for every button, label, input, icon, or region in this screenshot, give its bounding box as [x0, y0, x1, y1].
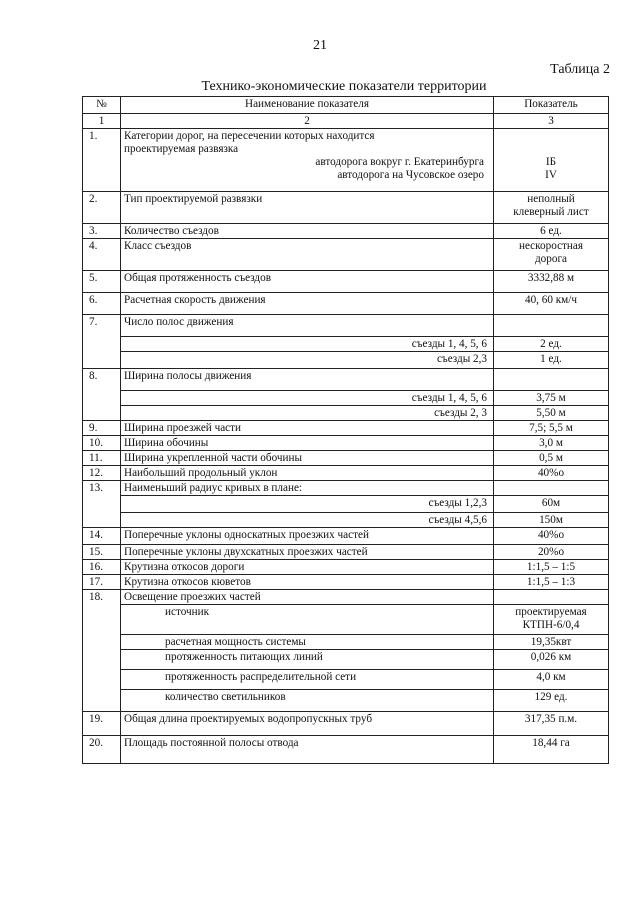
row-number: 2. [83, 192, 121, 224]
table-subrow [83, 635, 609, 650]
table-row [83, 239, 609, 271]
row-sub-value: 129 ед. [494, 690, 609, 712]
table-row [83, 315, 609, 337]
header-value: Показатель [494, 97, 609, 114]
table-row [83, 224, 609, 239]
table-row [83, 451, 609, 466]
row-name: Поперечные уклоны односкатных проезжих частей [121, 528, 494, 545]
page-number: 21 [313, 38, 327, 53]
row-sub-label: протяженность питающих линий [121, 650, 494, 670]
table-label: Таблица 2 [550, 62, 610, 77]
row-name: Площадь постоянной полосы отвода [121, 736, 494, 764]
header-name: Наименование показателя [121, 97, 494, 114]
row-sub-label: расчетная мощность системы [121, 635, 494, 650]
row-number: 10. [83, 436, 121, 451]
row-number: 4. [83, 239, 121, 271]
row-name: Наибольший продольный уклон [121, 466, 494, 481]
row-sub-label: съезды 2,3 [121, 352, 494, 369]
row-value: 1:1,5 – 1:3 [494, 575, 609, 590]
table-row [83, 590, 609, 605]
row-value: 0,5 м [494, 451, 609, 466]
row-name-line: проектируемая развязка [124, 143, 239, 155]
row-name: Расчетная скорость движения [121, 293, 494, 315]
row-number: 5. [83, 271, 121, 293]
row-sub-value: 2 ед. [494, 337, 609, 352]
table-row [83, 712, 609, 736]
row-number: 20. [83, 736, 121, 764]
row-sub-label: источник [121, 605, 494, 635]
row-sub-value: 60м [494, 496, 609, 513]
table-row [83, 129, 609, 192]
row-number: 8. [83, 369, 121, 421]
indicators-table [82, 96, 609, 764]
table-subrow [83, 337, 609, 352]
row-number: 1. [83, 129, 121, 192]
row-value [494, 481, 609, 496]
table-row [83, 421, 609, 436]
row-name: Освещение проезжих частей [121, 590, 494, 605]
row-sub-label: протяженность распределительной сети [121, 670, 494, 690]
row-sub-label: количество светильников [121, 690, 494, 712]
table-row [83, 293, 609, 315]
row-value: 18,44 га [494, 736, 609, 764]
row-sub-label: съезды 1, 4, 5, 6 [121, 337, 494, 352]
row-number: 6. [83, 293, 121, 315]
row-name: Крутизна откосов дороги [121, 560, 494, 575]
row-number: 16. [83, 560, 121, 575]
row-name-line: Категории дорог, на пересечении которых находится [124, 130, 375, 142]
row-number: 14. [83, 528, 121, 545]
table-subrow [83, 650, 609, 670]
table-row [83, 545, 609, 560]
table-row [83, 575, 609, 590]
row-value-line: дорога [534, 253, 568, 265]
row-sub-label: съезды 1,2,3 [121, 496, 494, 513]
table-title: Технико-экономические показатели территории [201, 79, 487, 94]
row-number: 17. [83, 575, 121, 590]
row-name: Тип проектируемой развязки [121, 192, 494, 224]
row-sub-label: съезды 2, 3 [121, 406, 494, 421]
row-sub-value: 4,0 км [494, 670, 609, 690]
table-row [83, 466, 609, 481]
table-index-row [83, 114, 609, 129]
row-number: 19. [83, 712, 121, 736]
row-name: Ширина обочины [121, 436, 494, 451]
row-sub-value: 3,75 м [494, 391, 609, 406]
row-value [494, 239, 609, 271]
table-header-row [83, 97, 609, 114]
row-number: 11. [83, 451, 121, 466]
table-row [83, 271, 609, 293]
row-value: 1:1,5 – 1:5 [494, 560, 609, 575]
table-subrow [83, 670, 609, 690]
table-subrow [83, 391, 609, 406]
row-value [494, 129, 609, 192]
index-cell: 2 [121, 114, 494, 129]
table-subrow [83, 605, 609, 635]
row-value-line: клеверный лист [513, 206, 589, 218]
row-sub-value: IV [545, 169, 557, 181]
row-name: Класс съездов [121, 239, 494, 271]
table-row [83, 369, 609, 391]
row-name: Количество съездов [121, 224, 494, 239]
table-row [83, 736, 609, 764]
table-row [83, 528, 609, 545]
row-name: Общая длина проектируемых водопропускных труб [121, 712, 494, 736]
row-value [494, 315, 609, 337]
row-value-line: нескоростная [518, 240, 584, 252]
row-value: 20%о [494, 545, 609, 560]
row-number: 12. [83, 466, 121, 481]
table-subrow [83, 352, 609, 369]
row-value: 317,35 п.м. [494, 712, 609, 736]
row-sub-label: съезды 1, 4, 5, 6 [121, 391, 494, 406]
row-value: 3332,88 м [494, 271, 609, 293]
row-sub-value: 1 ед. [494, 352, 609, 369]
row-value-line: неполный [527, 193, 575, 205]
row-value: 40%о [494, 528, 609, 545]
row-value [494, 590, 609, 605]
row-name: Общая протяженность съездов [121, 271, 494, 293]
row-number: 3. [83, 224, 121, 239]
row-value: 40, 60 км/ч [494, 293, 609, 315]
table-subrow [83, 496, 609, 513]
row-name: Число полос движения [121, 315, 494, 337]
row-sub-label: автодорога вокруг г. Екатеринбурга [315, 156, 484, 168]
table-subrow [83, 513, 609, 528]
row-sub-label: автодорога на Чусовское озеро [337, 169, 484, 181]
index-cell: 3 [494, 114, 609, 129]
row-name: Ширина полосы движения [121, 369, 494, 391]
row-value-line: проектируемая [515, 606, 587, 618]
row-sub-value: 19,35квт [494, 635, 609, 650]
row-number: 13. [83, 481, 121, 528]
row-value: 40%о [494, 466, 609, 481]
row-sub-value: 5,50 м [494, 406, 609, 421]
row-number: 15. [83, 545, 121, 560]
row-sub-value: IБ [545, 156, 557, 168]
row-name: Поперечные уклоны двухскатных проезжих частей [121, 545, 494, 560]
row-sub-value [494, 605, 609, 635]
table-subrow [83, 690, 609, 712]
row-number: 9. [83, 421, 121, 436]
table-row [83, 192, 609, 224]
table-subrow [83, 406, 609, 421]
row-sub-value: 150м [494, 513, 609, 528]
index-cell: 1 [83, 114, 121, 129]
row-value: 7,5; 5,5 м [494, 421, 609, 436]
row-value-line: КТПН-6/0,4 [522, 619, 580, 631]
table-row [83, 560, 609, 575]
row-name [121, 129, 494, 192]
row-value: 3,0 м [494, 436, 609, 451]
table-row [83, 436, 609, 451]
row-name: Ширина проезжей части [121, 421, 494, 436]
row-value [494, 192, 609, 224]
row-number: 7. [83, 315, 121, 369]
header-num: № [83, 97, 121, 114]
row-value [494, 369, 609, 391]
row-sub-value: 0,026 км [494, 650, 609, 670]
row-name: Наименьший радиус кривых в плане: [121, 481, 494, 496]
row-sub-label: съезды 4,5,6 [121, 513, 494, 528]
row-name: Ширина укрепленной части обочины [121, 451, 494, 466]
row-name: Крутизна откосов кюветов [121, 575, 494, 590]
row-value: 6 ед. [494, 224, 609, 239]
row-number: 18. [83, 590, 121, 712]
table-row [83, 481, 609, 496]
